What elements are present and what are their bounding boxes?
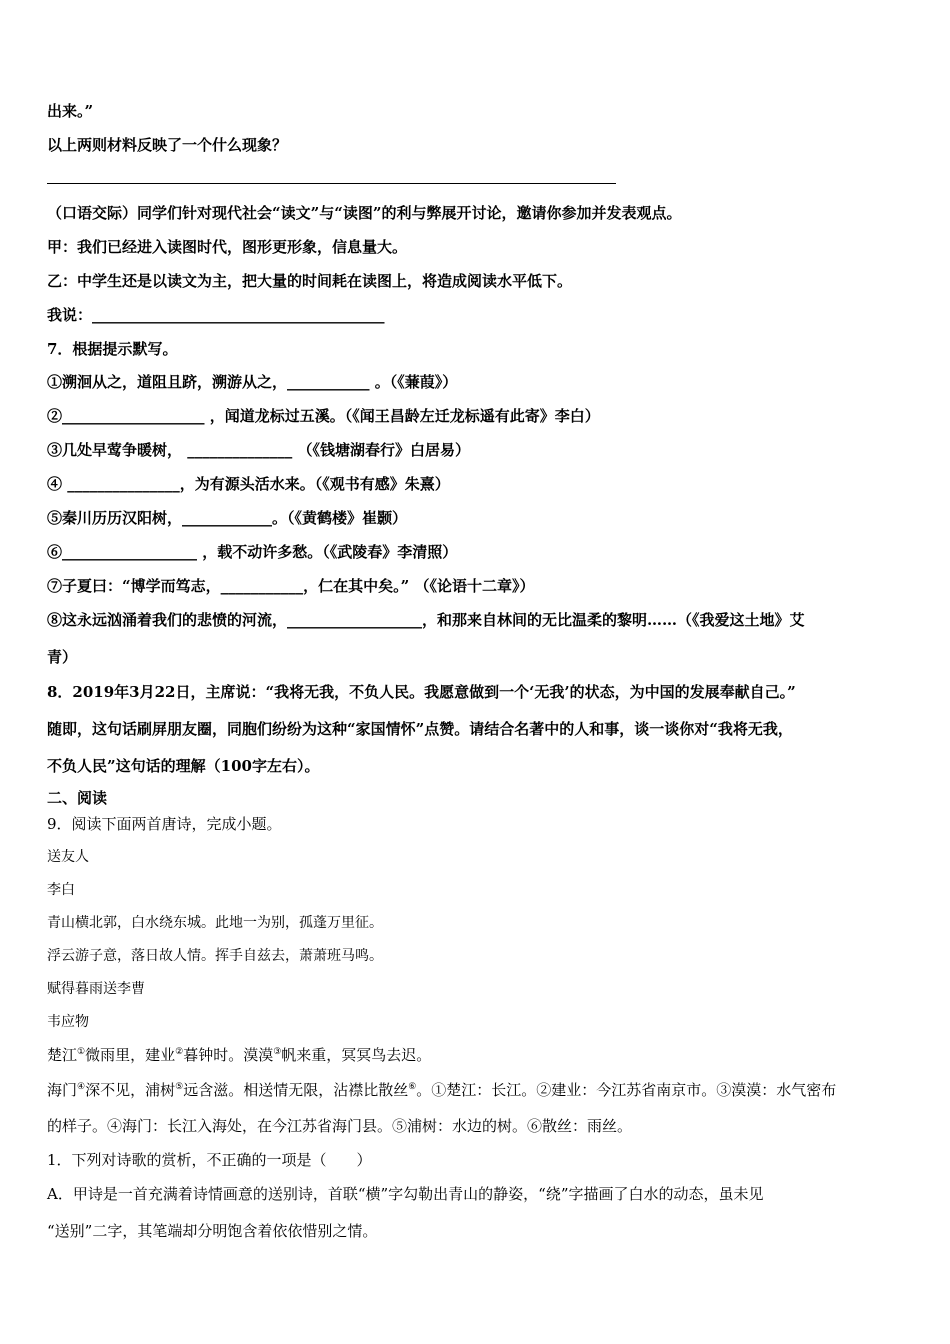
poem2-text: 暮钟时。漠漠 — [183, 1046, 274, 1064]
footnote-mark: ① — [77, 1047, 86, 1057]
poem2-title: 赋得暮雨送李曹 — [47, 981, 145, 997]
poem2-notes: 的样子。④海门：长江入海处，在今江苏省海门县。⑤浦树：水边的树。⑥散丝：雨丝。 — [47, 1117, 633, 1135]
oral-yi: 乙：中学生还是以读文为主，把大量的时间耗在读图上，将造成阅读水平低下。 — [47, 272, 573, 290]
q7-item-3: ③几处早莺争暖树， ______________ （《钱塘湖春行》白居易） — [47, 441, 470, 459]
poem2-line-1 — [47, 1045, 431, 1065]
poem2-text: 远含滋。相送情无限，沾襟比散丝 — [183, 1081, 409, 1099]
poem1-line-1: 青山横北郭，白水绕东城。此地一为别，孤蓬万里征。 — [47, 915, 383, 931]
oral-prompt: （口语交际）同学们针对现代社会“读文”与“读图”的利与弊展开讨论，邀请你参加并发表观点。 — [47, 204, 682, 222]
poem2-text: 帆来重，冥冥鸟去迟。 — [281, 1046, 432, 1064]
question-line: 以上两则材料反映了一个什么现象？ — [47, 136, 288, 154]
poem2-text: 海门 — [47, 1081, 78, 1099]
q8-line-1: 8．2019年3月22日，主席说：“我将无我，不负人民。我愿意做到一个‘无我’的状态，为中国的发展奉献自己。” — [47, 683, 796, 701]
footnote-mark: ⑤ — [175, 1082, 184, 1092]
poem2-line-2 — [47, 1080, 836, 1100]
poem1-title: 送友人 — [47, 849, 89, 865]
poem2-text: 。①楚江：长江。②建业：今江苏省南京市。③漠漠：水气密布 — [416, 1081, 837, 1099]
q8-line-3: 不负人民”这句话的理解（100字左右）。 — [47, 757, 320, 775]
q7-item-2: ②___________________ ，闻道龙标过五溪。（《闻王昌龄左迁龙标遥有此寄》李白） — [47, 407, 600, 425]
q7-title: 7．根据提示默写。 — [47, 340, 178, 358]
q7-item-4: ④ _______________，为有源头活水来。（《观书有感》朱熹） — [47, 475, 450, 493]
q7-item-1: ①溯洄从之，道阻且跻，溯游从之，___________ 。（《蒹葭》） — [47, 373, 458, 391]
q7-item-8-cont: 青） — [47, 648, 78, 666]
poem2-author: 韦应物 — [47, 1014, 89, 1030]
oral-wo: 我说：_______________________________________ — [47, 306, 385, 324]
q7-item-7: ⑦子夏曰：“博学而笃志，___________，仁在其中矣。” （《论语十二章》） — [47, 577, 535, 595]
section-heading: 二、阅读 — [47, 789, 108, 807]
poem2-text: 微雨里，建业 — [85, 1046, 176, 1064]
footnote-mark: ② — [175, 1047, 184, 1057]
text-line-1: 出来。” — [47, 102, 94, 120]
q7-item-8: ⑧这永远汹涌着我们的悲愤的河流，__________________，和那来自林间的无比温柔的黎明……（《我爱这土地》艾 — [47, 611, 805, 629]
q9-title: 9．阅读下面两首唐诗，完成小题。 — [47, 815, 282, 833]
poem2-text: 楚江 — [47, 1046, 78, 1064]
footnote-mark: ⑥ — [408, 1082, 417, 1092]
option-a-line-1: A．甲诗是一首充满着诗情画意的送别诗，首联“横”字勾勒出青山的静姿，“绕”字描画了白水的动态，虽未见 — [47, 1185, 764, 1203]
q8-line-2: 随即，这句话刷屏朋友圈，同胞们纷纷为这种“家国情怀”点赞。请结合名著中的人和事，谈一谈你对“我将无我， — [47, 720, 793, 738]
q7-item-5: ⑤秦川历历汉阳树，____________。（《黄鹤楼》崔颢） — [47, 509, 408, 527]
poem1-line-2: 浮云游子意，落日故人情。挥手自兹去，萧萧班马鸣。 — [47, 948, 383, 964]
answer-rule — [47, 183, 616, 184]
option-a-line-2: “送别”二字，其笔端却分明饱含着依依惜别之情。 — [47, 1222, 378, 1240]
footnote-mark: ④ — [77, 1082, 86, 1092]
poem2-text: 深不见，浦树 — [85, 1081, 176, 1099]
footnote-mark: ③ — [273, 1047, 282, 1057]
q7-item-6: ⑥__________________ ，载不动许多愁。（《武陵春》李清照） — [47, 543, 458, 561]
poem1-author: 李白 — [47, 882, 75, 898]
sub-question-1: 1．下列对诗歌的赏析，不正确的一项是（ ） — [47, 1151, 372, 1169]
oral-jia: 甲：我们已经进入读图时代，图形更形象，信息量大。 — [47, 238, 408, 256]
